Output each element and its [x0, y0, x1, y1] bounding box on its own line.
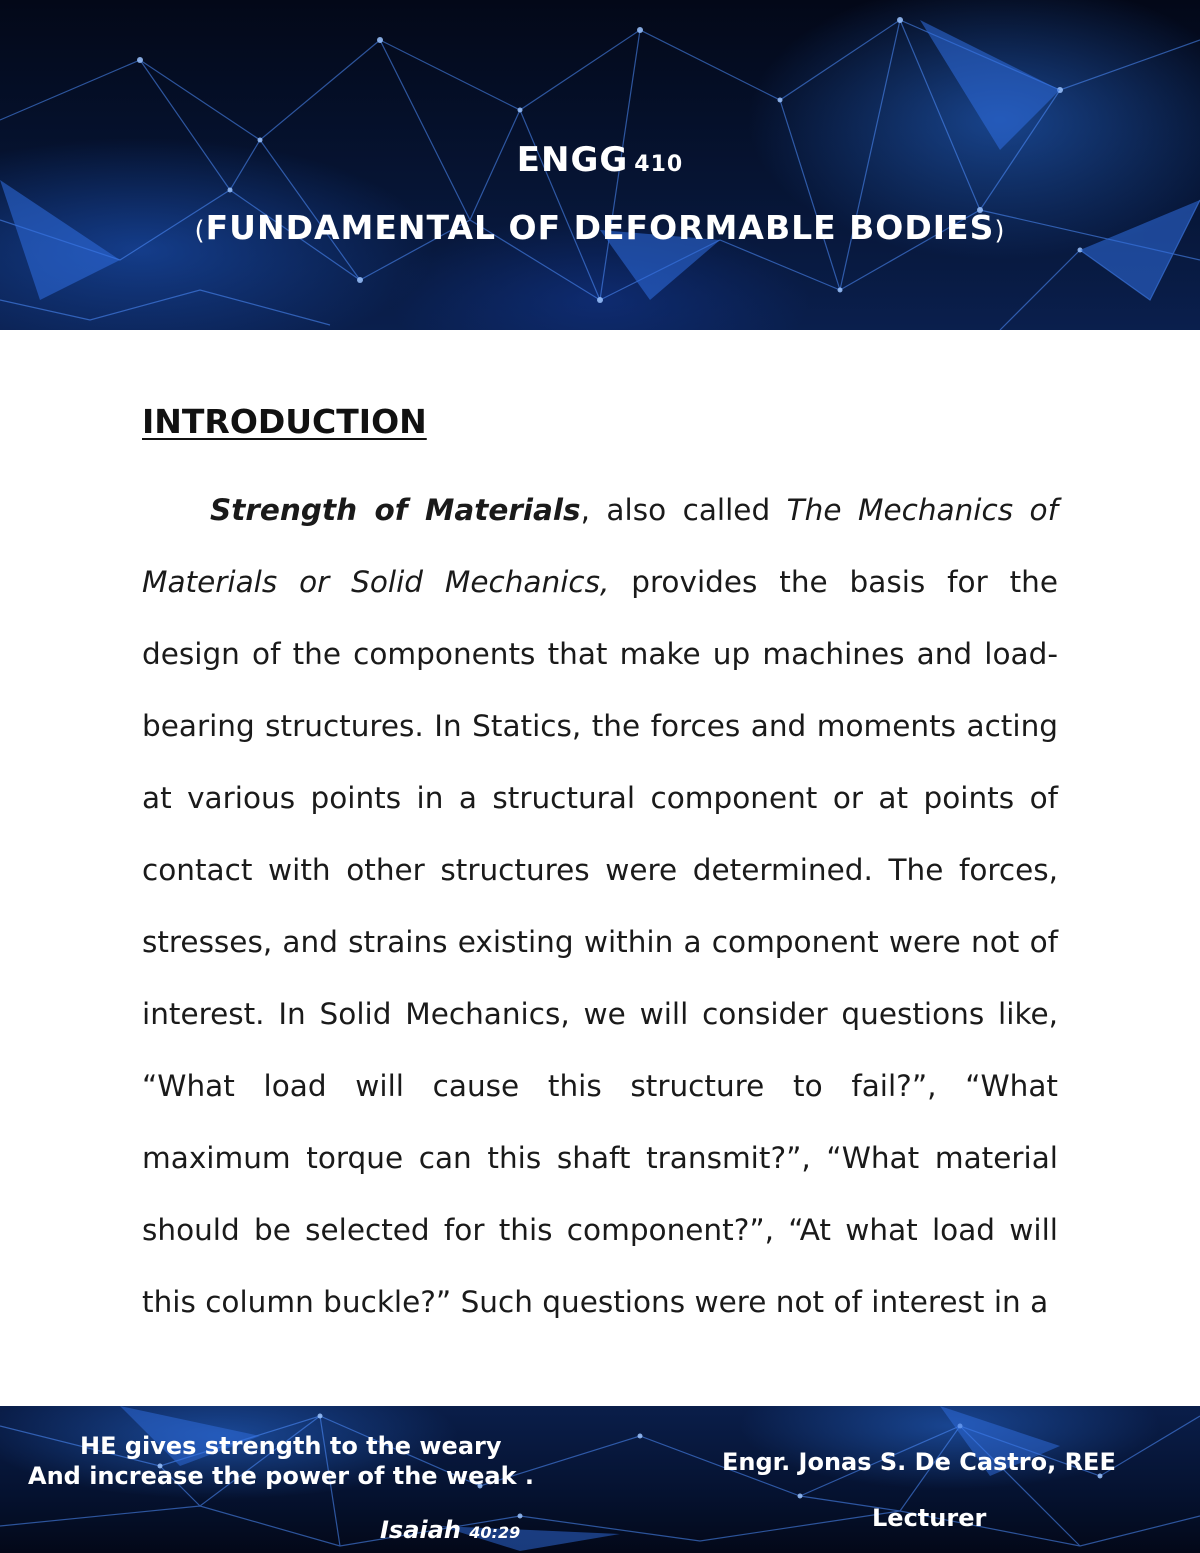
paragraph-text-1: , also called [580, 493, 787, 527]
author-role: Lecturer [872, 1504, 987, 1532]
verse-line-1: HE gives strength to the weary [80, 1432, 502, 1460]
header-banner [0, 0, 1200, 330]
term-italic-aka: The Mechanics of Materials or Solid Mechanics, [142, 493, 1058, 599]
course-title [0, 208, 1200, 247]
section-heading: INTRODUCTION [142, 402, 427, 441]
paragraph-text-2: provides the basis for the design of the components that make up machines and load-bearing structures. In Statics, the forces and moments acting at various points in a structural component or at points of contact with other structures were determined. The forces, stresses, and strains existing within a component were not of interest. In Solid Mechanics, we will consider questions like, “What load will cause this structure to fail?”, “What maximum torque can this shaft transmit?”, “What material should be selected for this component?”, “At what load will this column buckle?” Such questions were not of interest in a [142, 565, 1058, 1319]
author-name: Engr. Jonas S. De Castro, REE [722, 1448, 1116, 1476]
course-number: 410 [634, 152, 684, 177]
verse-number: 40:29 [469, 1523, 521, 1542]
paren-open: ( [194, 216, 206, 246]
footer-banner [0, 1406, 1200, 1553]
term-bold-italic: Strength of Materials [210, 493, 581, 527]
course-code [0, 140, 1200, 180]
verse-book: Isaiah [380, 1516, 461, 1544]
course-title-text: FUNDAMENTAL OF DEFORMABLE BODIES [205, 208, 995, 247]
paren-close: ) [994, 216, 1006, 246]
intro-paragraph [142, 474, 1058, 1338]
verse-line-2: And increase the power of the weak . [28, 1462, 535, 1490]
course-code-text: ENGG [516, 140, 629, 180]
verse-reference [380, 1516, 520, 1544]
